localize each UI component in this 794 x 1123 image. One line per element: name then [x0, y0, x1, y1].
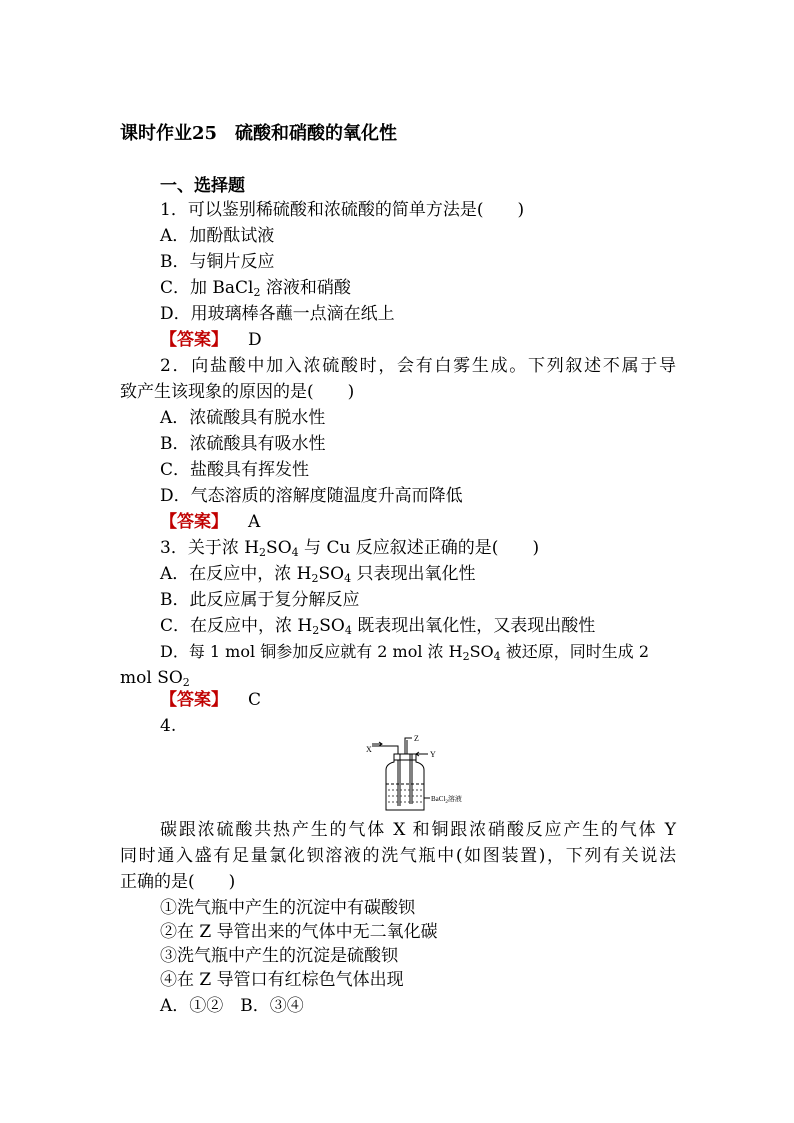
q4-statement-2: ②在 Z 导管出来的气体中无二氧化碳 — [160, 922, 438, 942]
inlet-tube-x — [372, 746, 398, 754]
q3-option-d: D．每 1 mol 铜参加反应就有 2 mol 浓 $H_2SO_4$ 被还原，同时生成 2 — [160, 642, 650, 663]
q4-statement-3: ③洗气瓶中产生的沉淀是硫酸钡 — [160, 946, 398, 966]
q1-answer — [160, 330, 262, 350]
q2-option-a: A．浓硫酸具有脱水性 — [160, 408, 326, 428]
gas-washing-bottle-figure — [364, 734, 474, 814]
answer-label: 【答案】 — [160, 512, 228, 532]
label-bacl2-solution: BaCl$_2$溶液 — [431, 795, 462, 805]
q3-answer — [160, 690, 261, 710]
q1-option-a: A．加酚酞试液 — [160, 226, 275, 246]
q3-option-a: A．在反应中，浓 $H_2SO_4$ 只表现出氧化性 — [160, 564, 476, 585]
answer-value: D — [248, 330, 262, 350]
q3-option-c: C．在反应中，浓 $H_2SO_4$ 既表现出氧化性，又表现出酸性 — [160, 616, 596, 637]
q4-stem-line1: 碳跟浓硫酸共热产生的气体 X 和铜跟浓硝酸反应产生的气体 Y — [160, 820, 676, 840]
q4-choices: A．①② B．③④ — [160, 996, 304, 1016]
answer-label: 【答案】 — [160, 690, 228, 710]
q3-option-b: B．此反应属于复分解反应 — [160, 590, 360, 610]
bottle-stopper — [394, 754, 416, 760]
label-x: X — [366, 745, 372, 754]
q4-number: 4. — [160, 716, 177, 736]
q1-option-c: C．加 BaCl$_2$ 溶液和硝酸 — [160, 278, 351, 299]
q2-stem-line1: 2．向盐酸中加入浓硫酸时，会有白雾生成。下列叙述不属于导 — [160, 356, 676, 376]
answer-value: A — [248, 512, 261, 532]
answer-label: 【答案】 — [160, 330, 228, 350]
q1-option-d: D．用玻璃棒各蘸一点滴在纸上 — [160, 304, 395, 324]
q3-option-d-line2: mol $SO_2$ — [120, 668, 190, 689]
q4-stem-line3: 正确的是( ) — [120, 872, 236, 892]
q4-stem-line2: 同时通入盛有足量氯化钡溶液的洗气瓶中(如图装置)，下列有关说法 — [120, 846, 676, 866]
label-y: Y — [430, 750, 436, 759]
q2-option-b: B．浓硫酸具有吸水性 — [160, 434, 326, 454]
q4-statement-1: ①洗气瓶中产生的沉淀中有碳酸钡 — [160, 898, 415, 918]
q2-answer — [160, 512, 260, 532]
q2-option-d: D．气态溶质的溶解度随温度升高而降低 — [160, 486, 463, 506]
q3-stem: 3．关于浓 $H_2SO_4$ 与 Cu 反应叙述正确的是( ) — [160, 538, 540, 559]
label-z: Z — [414, 734, 419, 743]
outlet-tube-z — [405, 738, 412, 754]
q2-stem-line2: 致产生该现象的原因的是( ) — [120, 382, 355, 402]
answer-value: C — [248, 690, 262, 710]
page-title: 课时作业25 硫酸和硝酸的氧化性 — [120, 123, 398, 144]
q1-option-b: B．与铜片反应 — [160, 252, 275, 272]
section-heading: 一、选择题 — [160, 176, 245, 196]
q4-statement-4: ④在 Z 导管口有红棕色气体出现 — [160, 970, 404, 990]
q1-stem: 1．可以鉴别稀硫酸和浓硫酸的简单方法是( ) — [160, 200, 525, 220]
q2-option-c: C．盐酸具有挥发性 — [160, 460, 310, 480]
